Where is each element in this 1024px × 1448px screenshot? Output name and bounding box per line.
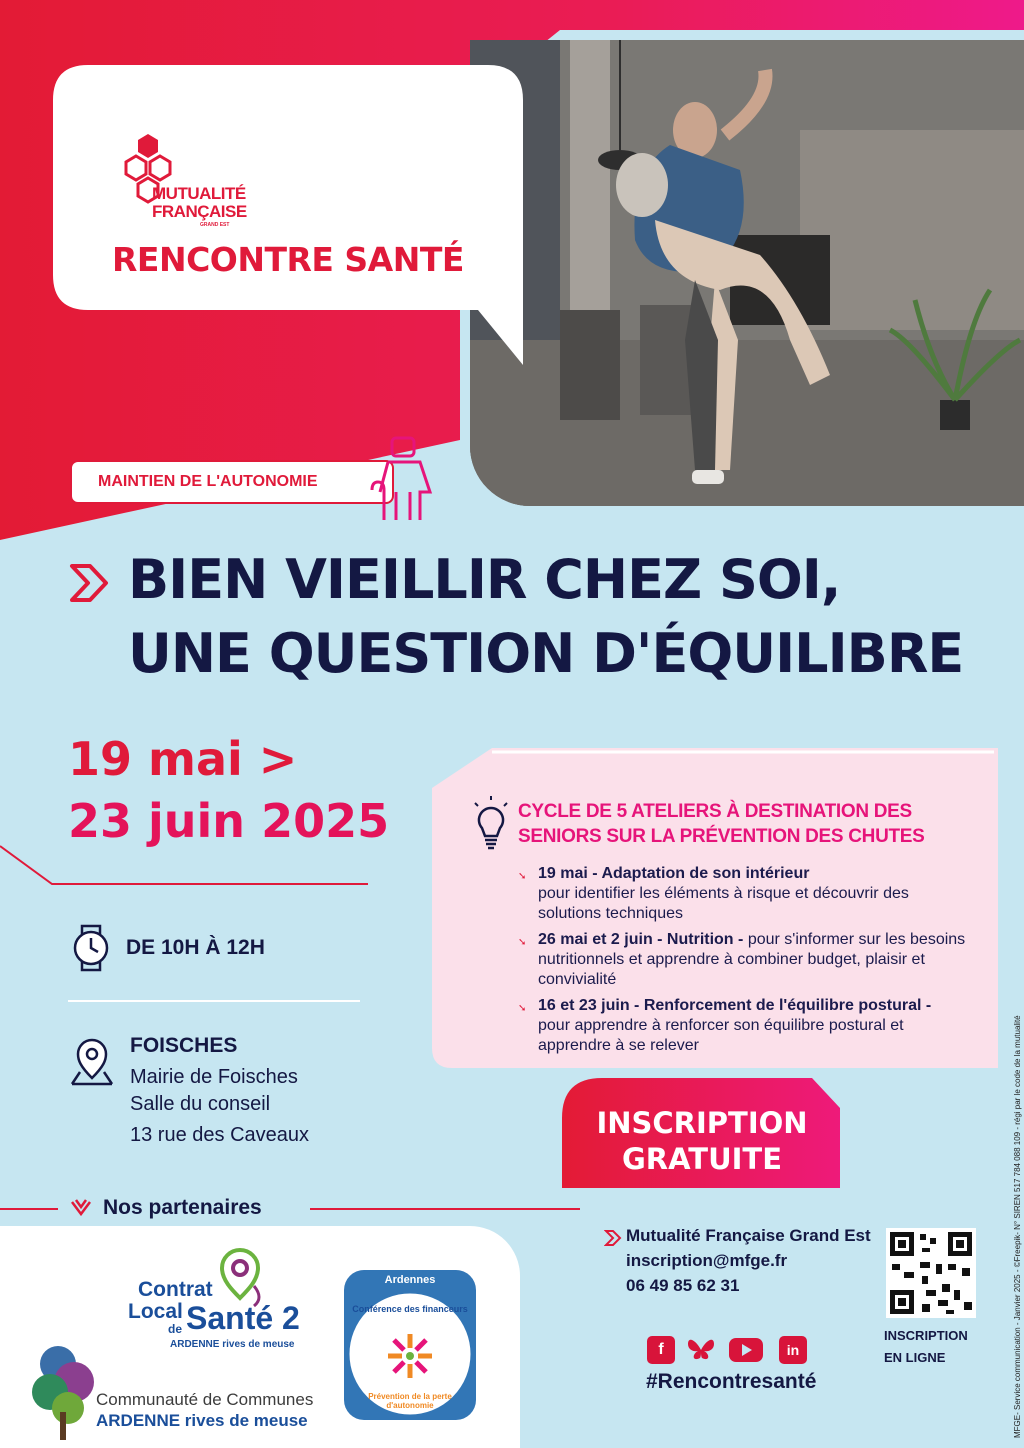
cc-line-1: Communauté de Communes [96,1390,314,1409]
time-label: DE 10H À 12H [126,936,265,959]
conference-financeurs-badge [340,1266,480,1424]
brand-line-2: FRANÇAISE [152,202,247,221]
location-room: Salle du conseil [130,1093,271,1115]
bullet-icon: ➘ [518,937,527,948]
bluesky-icon[interactable] [686,1336,716,1364]
qr-label-1: INSCRIPTION [884,1328,968,1343]
date-end: 23 juin 2025 [68,794,390,848]
youtube-icon[interactable] [729,1338,763,1362]
qr-label-2: EN LIGNE [884,1350,946,1365]
program-item-title: 16 et 23 juin - Renforcement de l'équilibre postural - [538,997,932,1014]
title-line-2: UNE QUESTION D'ÉQUILIBRE [128,622,964,685]
qr-code-icon [886,1228,976,1318]
cc-line-2: ARDENNE rives de meuse [96,1411,308,1430]
cls-subtitle: ARDENNE rives de meuse [170,1339,295,1350]
butterfly-shape [686,1336,716,1364]
hero-photo [470,40,1024,506]
brand-line-1: MUTUALITÉ [152,184,246,203]
date-divider [0,840,370,890]
conference-arc-1: Conférence des financeurs [352,1304,468,1314]
linkedin-icon[interactable]: in [779,1336,807,1364]
program-item [518,996,968,1056]
date-start: 19 mai > [68,732,298,786]
location-city: FOISCHES [130,1034,238,1057]
program-heading-2: SENIORS SUR LA PRÉVENTION DES CHUTES [518,826,925,847]
tree-logo-icon [30,1342,100,1442]
program-heading-1: CYCLE DE 5 ATELIERS À DESTINATION DES [518,801,912,822]
watch-icon [70,924,112,972]
legal-text: MFGE- Service communication - Janvier 2025 - ©Freepik- N° SIREN 517 784 088 109 - régi par le code de la mutualité [1013,1015,1022,1438]
location-address: 13 rue des Caveaux [130,1124,310,1146]
dancing-couple-illustration [470,40,1024,506]
registration-line-1: INSCRIPTION [596,1106,808,1140]
bullet-icon: ➘ [518,871,527,882]
program-item-text: pour s'informer sur les besoins nutritionnels et apprendre à combiner budget, plaisir et convivialité [538,931,966,988]
heart-check-icon [70,1198,92,1218]
program-list [518,864,968,1056]
bullet-icon: ➘ [518,1003,527,1014]
conference-arc-2: Prévention de la perte d'autonomie [368,1392,452,1410]
brand-line-3: GRAND EST [200,222,230,228]
partners-heading: Nos partenaires [103,1196,262,1219]
registration-badge[interactable] [562,1078,842,1188]
elder-cane-icon [366,432,436,522]
lightbulb-icon [474,796,508,856]
category-label: MAINTIEN DE L'AUTONOMIE [98,473,318,490]
cls-de: de [168,1322,183,1336]
play-icon [729,1338,763,1362]
contact-phone[interactable]: 06 49 85 62 31 [626,1276,740,1295]
qr-code[interactable] [886,1228,976,1318]
category-badge [70,460,394,504]
time-divider [68,1000,360,1002]
cls-line-2: Local [128,1300,183,1323]
contact-email[interactable]: inscription@mfge.fr [626,1251,788,1270]
location-pin-icon [70,1038,114,1086]
program-item [518,930,968,990]
event-type: RENCONTRE SANTÉ [112,240,464,279]
hashtag: #Rencontresanté [646,1370,817,1393]
cls-line-1: Contrat [138,1278,213,1301]
conference-top-label: Ardennes [384,1274,436,1286]
title-line-1: BIEN VIEILLIR CHEZ SOI, [128,548,841,611]
location-venue: Mairie de Foisches [130,1066,298,1088]
contact-org: Mutualité Française Grand Est [626,1226,871,1245]
registration-line-2: GRATUITE [621,1142,783,1176]
program-item-text: pour apprendre à renforcer son équilibre postural et apprendre à se relever [538,1017,904,1054]
facebook-icon[interactable]: f [647,1336,675,1364]
partners-divider-right [310,1208,580,1210]
program-item-title: 26 mai et 2 juin - Nutrition - [538,931,744,948]
mutualite-logo [118,132,258,228]
chevron-right-icon [68,562,110,604]
partners-divider-left [0,1208,58,1210]
cls-line-3: Santé 2 [186,1300,300,1336]
program-item [518,864,968,924]
program-item-title: 19 mai - Adaptation de son intérieur [538,865,810,882]
program-item-text: pour identifier les éléments à risque et découvrir des solutions techniques [538,885,909,922]
chevron-right-small-icon [604,1229,622,1247]
